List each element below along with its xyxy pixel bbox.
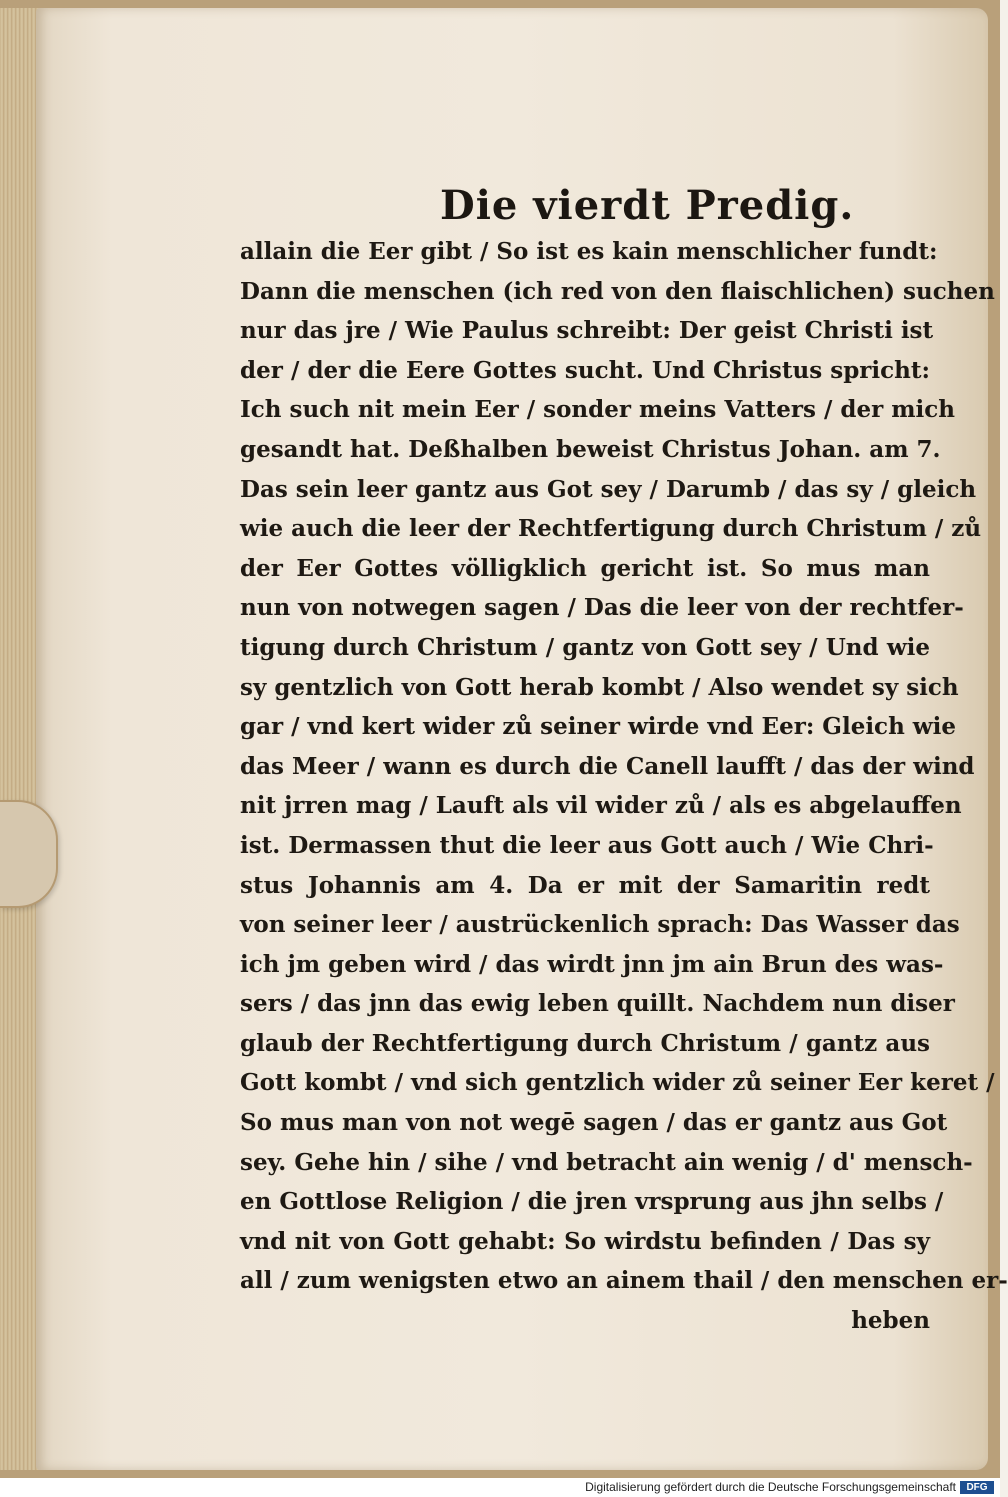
text-line: der / der die Eere Gottes sucht. Und Christus spricht: <box>240 356 930 384</box>
text-line: all / zum wenigsten etwo an ainem thail / den menschen er- <box>240 1267 1008 1295</box>
text-line: glaub der Rechtfertigung durch Christum / gantz aus <box>240 1029 930 1057</box>
body-text <box>240 232 1008 1341</box>
text-line: stus Johannis am 4. Da er mit der Samaritin redt <box>240 871 930 899</box>
text-line: Ich such nit mein Eer / sonder meins Vatters / der mich <box>240 396 955 424</box>
text-line: ich jm geben wird / das wirdt jnn jm ain Brun des was- <box>240 950 944 978</box>
dfg-logo: DFG <box>960 1481 994 1494</box>
text-line: heben <box>851 1307 930 1335</box>
text-line: Gott kombt / vnd sich gentzlich wider zů seiner Eer keret / <box>240 1069 995 1097</box>
text-line: sers / das jnn das ewig leben quillt. Nachdem nun diser <box>240 990 955 1018</box>
text-line: gar / vnd kert wider zů seiner wirde vnd Eer: Gleich wie <box>240 713 956 741</box>
text-line: sey. Gehe hin / sihe / vnd betracht ain wenig / d' mensch- <box>240 1148 973 1176</box>
text-line: Das sein leer gantz aus Got sey / Darumb / das sy / gleich <box>240 475 977 503</box>
running-header: Die vierdt Predig. <box>440 182 855 229</box>
text-line: en Gottlose Religion / die jren vrsprung aus jhn selbs / <box>240 1188 944 1216</box>
text-line: wie auch die leer der Rechtfertigung durch Christum / zů <box>240 515 982 543</box>
text-line: tigung durch Christum / gantz von Gott sey / Und wie <box>240 633 930 661</box>
text-line: das Meer / wann es durch die Canell laufft / das der wind <box>240 752 975 780</box>
page-edges <box>0 8 40 1470</box>
text-line: allain die Eer gibt / So ist es kain menschlicher fundt: <box>240 238 938 265</box>
text-line: vnd nit von Gott gehabt: So wirdstu befinden / Das sy <box>240 1227 930 1255</box>
text-line: Dann die menschen (ich red von den flaischlichen) suchen <box>240 277 995 305</box>
text-line: sy gentzlich von Gott herab kombt / Also wendet sy sich <box>240 673 959 701</box>
text-line: So mus man von not wegē sagen / das er gantz aus Got <box>240 1109 948 1137</box>
footer-bar <box>0 1478 1000 1497</box>
text-line: ist. Dermassen thut die leer aus Gott auch / Wie Chri- <box>240 831 934 859</box>
page-clip <box>0 800 58 908</box>
text-line: von seiner leer / austrückenlich sprach: Das Wasser das <box>240 911 960 939</box>
text-line: gesandt hat. Deßhalben beweist Christus Johan. am 7. <box>240 435 941 463</box>
funding-credit: Digitalisierung gefördert durch die Deutsche Forschungsgemeinschaft <box>585 1480 956 1494</box>
text-line: nur das jre / Wie Paulus schreibt: Der geist Christi ist <box>240 317 934 345</box>
text-line: der Eer Gottes völligklich gericht ist. So mus man <box>240 554 930 582</box>
text-line: nit jrren mag / Lauft als vil wider zů / als es abgelauffen <box>240 792 962 820</box>
text-line: nun von notwegen sagen / Das die leer von der rechtfer- <box>240 594 964 622</box>
